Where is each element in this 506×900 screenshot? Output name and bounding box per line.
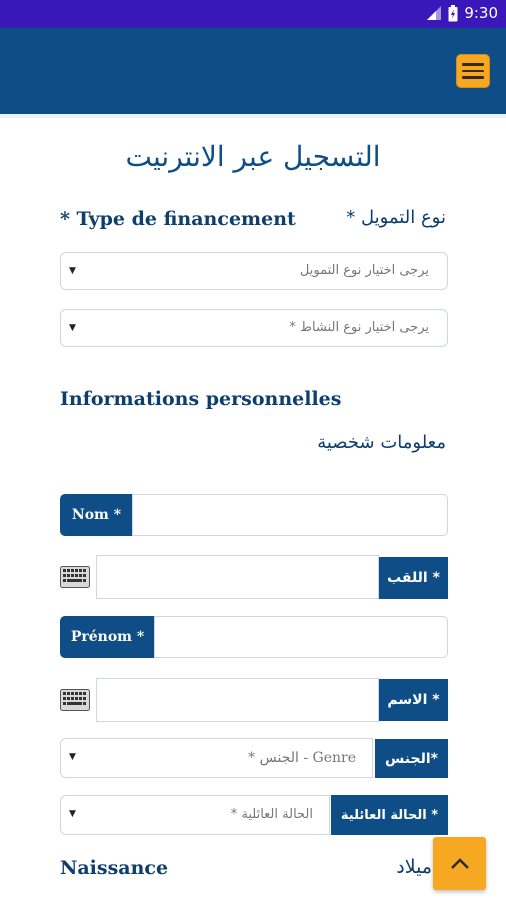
financing-type-select[interactable] bbox=[60, 252, 448, 290]
financing-type-label-fr: * Type de financement bbox=[60, 208, 296, 230]
dropdown-arrow-icon: ▼ bbox=[69, 266, 76, 276]
status-time: 9:30 bbox=[464, 4, 498, 22]
laqab-input[interactable] bbox=[96, 555, 379, 599]
marital-status-label: الحالة العائلية * bbox=[331, 795, 448, 835]
marital-status-placeholder: الحالة العائلية * bbox=[230, 807, 313, 822]
signal-icon bbox=[426, 5, 442, 21]
keyboard-icon[interactable] bbox=[60, 689, 90, 711]
genre-label: الجنس* bbox=[375, 739, 448, 778]
ism-label: الاسم * bbox=[379, 679, 448, 721]
dropdown-arrow-icon: ▼ bbox=[69, 323, 76, 333]
registration-form bbox=[0, 118, 506, 900]
personal-info-title-ar: معلومات شخصية bbox=[317, 432, 446, 453]
genre-select[interactable] bbox=[60, 738, 373, 778]
battery-icon bbox=[448, 5, 458, 22]
activity-type-placeholder: يرجى اختيار نوع النشاط * bbox=[289, 320, 429, 335]
page-title: التسجيل عبر الانترنيت bbox=[125, 140, 381, 173]
keyboard-icon[interactable] bbox=[60, 566, 90, 588]
dropdown-arrow-icon: ▼ bbox=[69, 752, 76, 762]
prenom-label: Prénom * bbox=[60, 616, 155, 658]
prenom-input[interactable] bbox=[154, 616, 448, 658]
scroll-top-button[interactable] bbox=[433, 837, 486, 890]
nom-label: Nom * bbox=[60, 494, 133, 536]
app-bar bbox=[0, 28, 506, 114]
chevron-up-icon bbox=[449, 857, 471, 871]
hamburger-icon bbox=[462, 63, 484, 66]
activity-type-select[interactable] bbox=[60, 309, 448, 347]
dropdown-arrow-icon: ▼ bbox=[69, 809, 76, 819]
financing-type-label-ar: نوع التمويل * bbox=[346, 207, 446, 228]
menu-button[interactable] bbox=[456, 54, 490, 88]
financing-type-placeholder: يرجى اختيار نوع التمويل bbox=[299, 263, 429, 278]
marital-status-select[interactable] bbox=[60, 795, 330, 835]
genre-placeholder: Genre - الجنس * bbox=[248, 750, 356, 766]
birth-label-fr: Naissance bbox=[60, 857, 169, 879]
nom-input[interactable] bbox=[132, 494, 448, 536]
birth-label-ar: ميلاد bbox=[396, 856, 432, 878]
personal-info-title-fr: Informations personnelles bbox=[60, 388, 342, 410]
ism-input[interactable] bbox=[96, 678, 379, 722]
laqab-label: اللقب * bbox=[379, 557, 448, 599]
status-bar bbox=[0, 0, 506, 28]
